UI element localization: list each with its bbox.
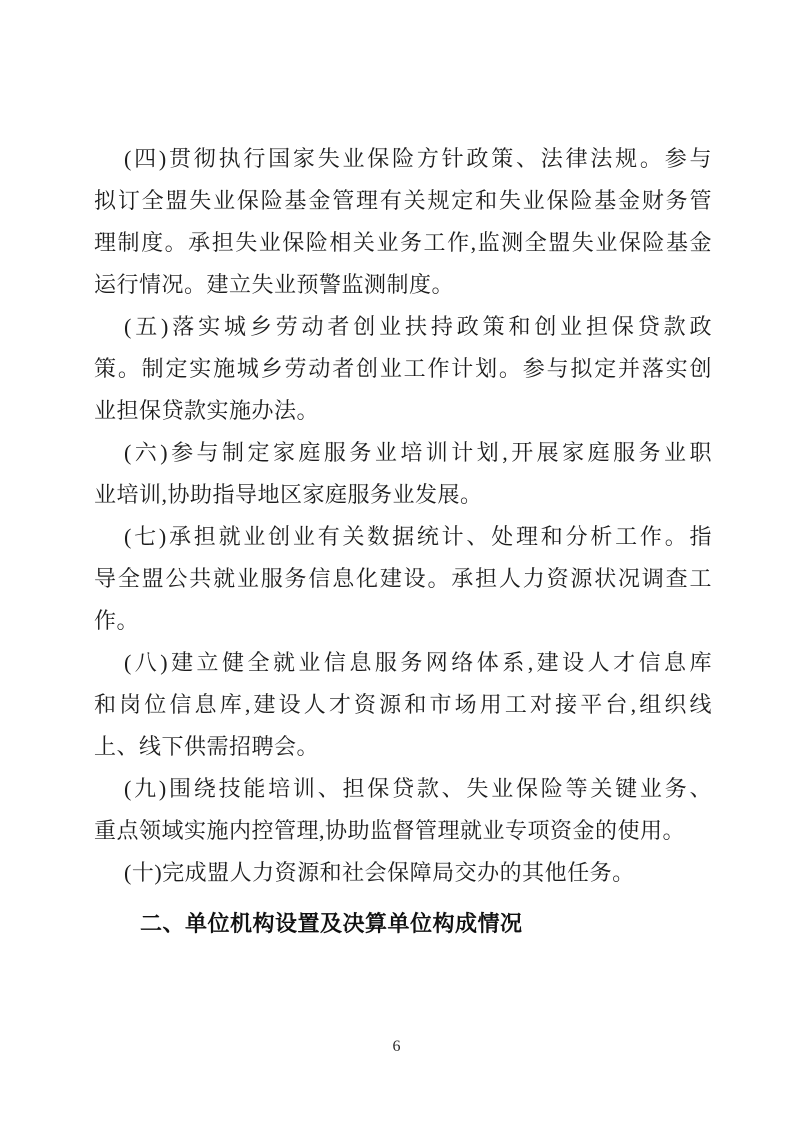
body-text xyxy=(94,138,712,894)
text-line: 业培训,协助指导地区家庭服务业发展。 xyxy=(94,482,483,507)
text-line: 理制度。承担失业保险相关业务工作,监测全盟失业保险基金 xyxy=(94,230,712,255)
paragraph xyxy=(94,138,712,306)
text-line: 重点领域实施内控管理,协助监督管理就业专项资金的使用。 xyxy=(94,818,686,843)
text-line: 作。 xyxy=(94,608,140,633)
text-line: (十)完成盟人力资源和社会保障局交办的其他任务。 xyxy=(124,860,635,885)
paragraph xyxy=(94,852,712,894)
text-line: (六)参与制定家庭服务业培训计划,开展家庭服务业职 xyxy=(124,440,712,465)
text-line: (五)落实城乡劳动者创业扶持政策和创业担保贷款政 xyxy=(124,314,712,339)
paragraph xyxy=(94,432,712,516)
paragraph xyxy=(94,306,712,432)
text-line: 拟订全盟失业保险基金管理有关规定和失业保险基金财务管 xyxy=(94,188,712,213)
paragraph xyxy=(94,642,712,768)
text-line: 策。制定实施城乡劳动者创业工作计划。参与拟定并落实创 xyxy=(94,356,712,381)
text-line: 运行情况。建立失业预警监测制度。 xyxy=(94,272,455,297)
text-line: (四)贯彻执行国家失业保险方针政策、法律法规。参与 xyxy=(124,146,712,171)
page-content xyxy=(94,138,712,945)
text-line: 上、线下供需招聘会。 xyxy=(94,734,320,759)
page-number: 6 xyxy=(392,1038,401,1055)
text-line: 导全盟公共就业服务信息化建设。承担人力资源状况调查工 xyxy=(94,566,712,591)
text-line: 业担保贷款实施办法。 xyxy=(94,398,320,423)
section-heading: 二、单位机构设置及决算单位构成情况 xyxy=(140,911,523,936)
text-line: (九)围绕技能培训、担保贷款、失业保险等关键业务、 xyxy=(124,776,712,801)
text-line: 和岗位信息库,建设人才资源和市场用工对接平台,组织线 xyxy=(94,692,712,717)
text-line: (八)建立健全就业信息服务网络体系,建设人才信息库 xyxy=(124,650,712,675)
text-line: (七)承担就业创业有关数据统计、处理和分析工作。指 xyxy=(124,524,712,549)
paragraph xyxy=(94,768,712,852)
paragraph xyxy=(94,516,712,642)
